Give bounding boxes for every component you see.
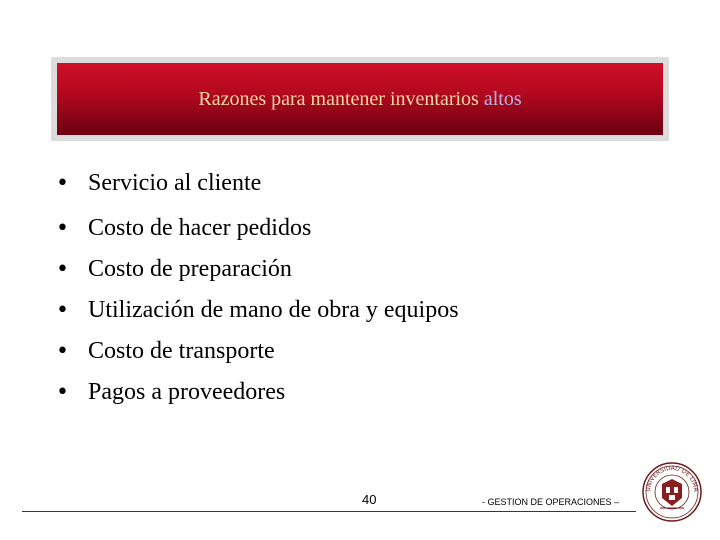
bullet-item xyxy=(56,338,459,379)
slide-title-main: Razones para mantener inventarios xyxy=(198,87,484,110)
university-seal-icon xyxy=(642,462,702,522)
footer-course-label: - GESTION DE OPERACIONES – xyxy=(482,497,620,507)
bullet-item xyxy=(56,379,459,420)
bullet-icon: • xyxy=(56,298,69,323)
title-bar xyxy=(57,63,663,135)
bullet-item xyxy=(56,297,459,338)
slide-title xyxy=(198,88,521,111)
bullet-text: Costo de transporte xyxy=(88,338,275,364)
bullet-item xyxy=(56,215,459,256)
bullet-icon: • xyxy=(56,257,69,282)
bullet-text: Servicio al cliente xyxy=(88,170,262,196)
title-frame xyxy=(51,57,669,141)
bullet-icon: • xyxy=(56,380,69,405)
bullet-icon: • xyxy=(56,339,69,364)
footer-divider xyxy=(22,511,636,512)
bullet-item xyxy=(56,170,459,212)
bullet-text: Pagos a proveedores xyxy=(88,379,286,405)
bullet-list xyxy=(56,170,459,420)
slide-title-accent: altos xyxy=(483,87,522,110)
bullet-text: Costo de hacer pedidos xyxy=(88,215,312,241)
bullet-icon: • xyxy=(56,171,69,196)
bullet-item xyxy=(56,256,459,297)
bullet-text: Utilización de mano de obra y equipos xyxy=(88,297,459,323)
seal-lettering: UNIVERSIDAD DE LIMA xyxy=(644,464,700,493)
page-number: 40 xyxy=(362,492,377,507)
bullet-text: Costo de preparación xyxy=(88,256,292,282)
bullet-icon: • xyxy=(56,216,69,241)
